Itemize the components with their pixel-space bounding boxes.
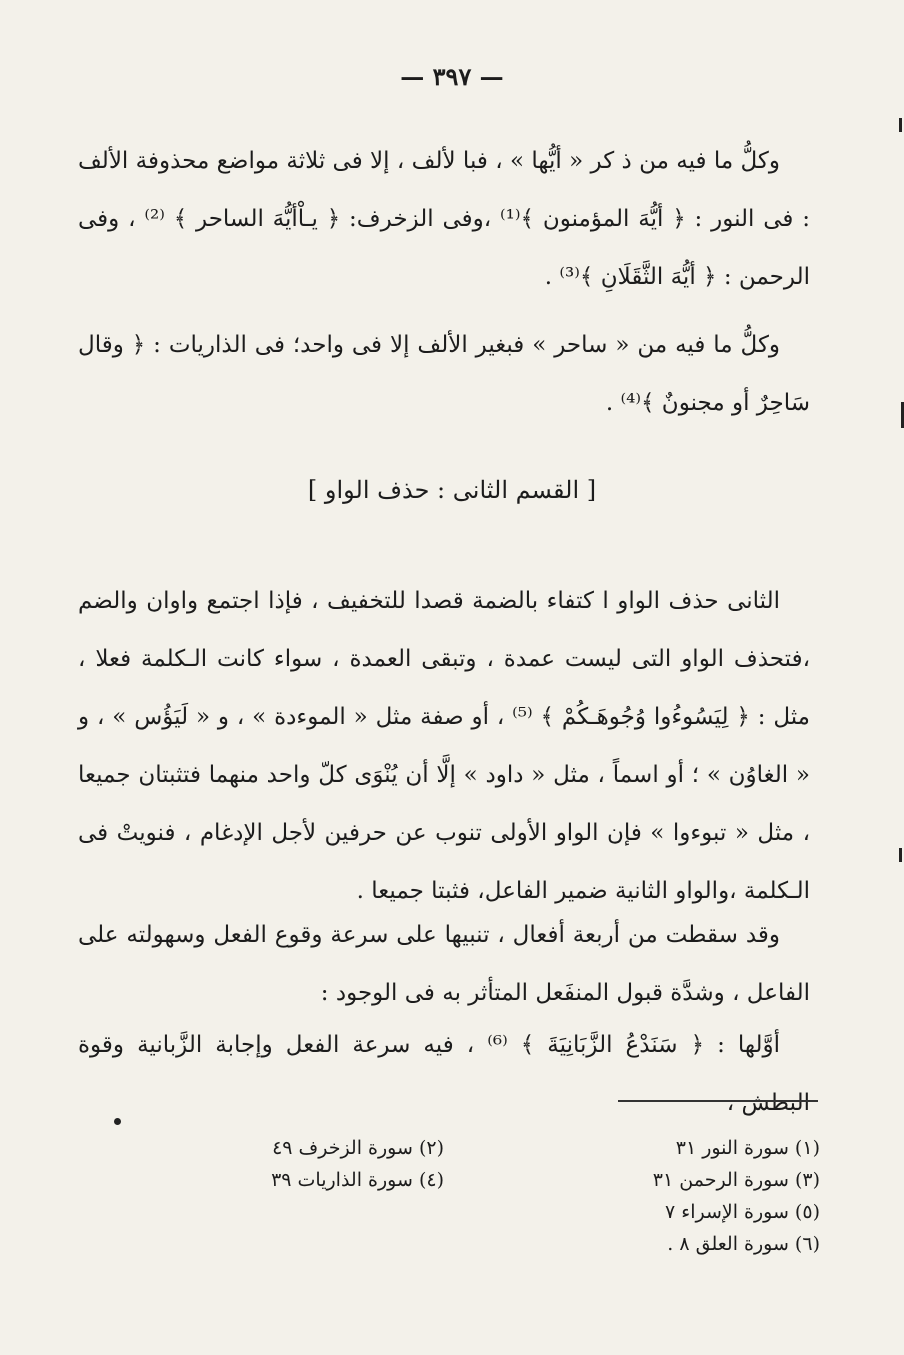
- footnote-divider: [618, 1100, 818, 1102]
- section-heading: [ القسم الثانى : حذف الواو ]: [307, 476, 597, 504]
- paragraph-sahir-text: وكلُّ ما فيه من « ساحر » فبغير الألف إلا فى واحد؛ فى الذاريات : ﴿ وقال سَاحِرٌ أو مجنونٌ ﴾⁽⁴⁾ .: [78, 332, 810, 416]
- footnote-4: (٤) سورة الذاريات ٣٩: [271, 1169, 444, 1191]
- paragraph-first-verb: [78, 1016, 810, 1132]
- paragraph-first-verb-text: أوَّلها : ﴿ سَنَدْعُ الزَّبَانِيَةَ ﴾ ⁽⁶⁾ ، فيه سرعة الفعل وإجابة الزَّبانية وقوة البطش ،: [78, 1032, 810, 1116]
- paragraph-ayyuha-text: وكلُّ ما فيه من ذ كر « أيُّها » ، فبا لألف ، إلا فى ثلاثة مواضع محذوفة الألف : فى النور : ﴿ أيُّهَ المؤمنون ﴾⁽¹⁾ ،وفى الزخرف: ﴿ يـاْأيُّهَ الساحر ﴾ ⁽²⁾ ، وفى الرحمن : ﴿ أيُّهَ الثَّقَلَانِ ﴾⁽³⁾ .: [78, 148, 810, 290]
- paragraph-four-verbs-text: وقد سقطت من أربعة أفعال ، تنبيها على سرعة وقوع الفعل وسهولته على الفاعل ، وشدَّة قبول المنفَعل المتأثر به فى الوجود :: [78, 922, 810, 1006]
- paragraph-waw-deletion-text: الثانى حذف الواو ا كتفاء بالضمة قصدا للتخفيف ، فإذا اجتمع واوان والضم ،فتحذف الواو التى ليست عمدة ، وتبقى العمدة ، سواء كانت الـكلمة فعلا ، مثل : ﴿ لِيَسُوءُوا وُجُوهَـكُمْ ﴾ ⁽⁵⁾ ، أو صفة مثل « الموءدة » ، و « لَيَؤُس » ، و « الغاوُن » ؛ أو اسماً ، مثل « داود » إلَّا أن يُنْوَى كلّ واحد منهما فتثبتان جميعا ، مثل « تبوءوا » فإن الواو الأولى تنوب عن حرفين لأجل الإدغام ، فنويتْ فى الـكلمة ،والواو الثانية ضمير الفاعل، فثبتا جميعا .: [78, 588, 810, 904]
- footnote-1: (١) سورة النور ٣١: [675, 1137, 820, 1159]
- scan-edge-mark: [899, 118, 902, 132]
- footnote-6: (٦) سورة العلق ٨ .: [667, 1233, 820, 1255]
- footnotes-right-column: [560, 1132, 820, 1260]
- footnotes-left-column: [184, 1132, 444, 1196]
- paragraph-waw-deletion: [78, 572, 810, 920]
- footnote-5: (٥) سورة الإسراء ٧: [665, 1201, 820, 1223]
- page-number: — ٣٩٧ —: [400, 62, 504, 91]
- paragraph-ayyuha: [78, 132, 810, 306]
- paragraph-four-verbs: [78, 906, 810, 1022]
- footnote-3: (٣) سورة الرحمن ٣١: [652, 1169, 820, 1191]
- scan-edge-mark: [899, 848, 902, 862]
- footnote-2: (٢) سورة الزخرف ٤٩: [272, 1137, 444, 1159]
- scan-speck: [114, 1118, 121, 1125]
- paragraph-sahir: [78, 316, 810, 432]
